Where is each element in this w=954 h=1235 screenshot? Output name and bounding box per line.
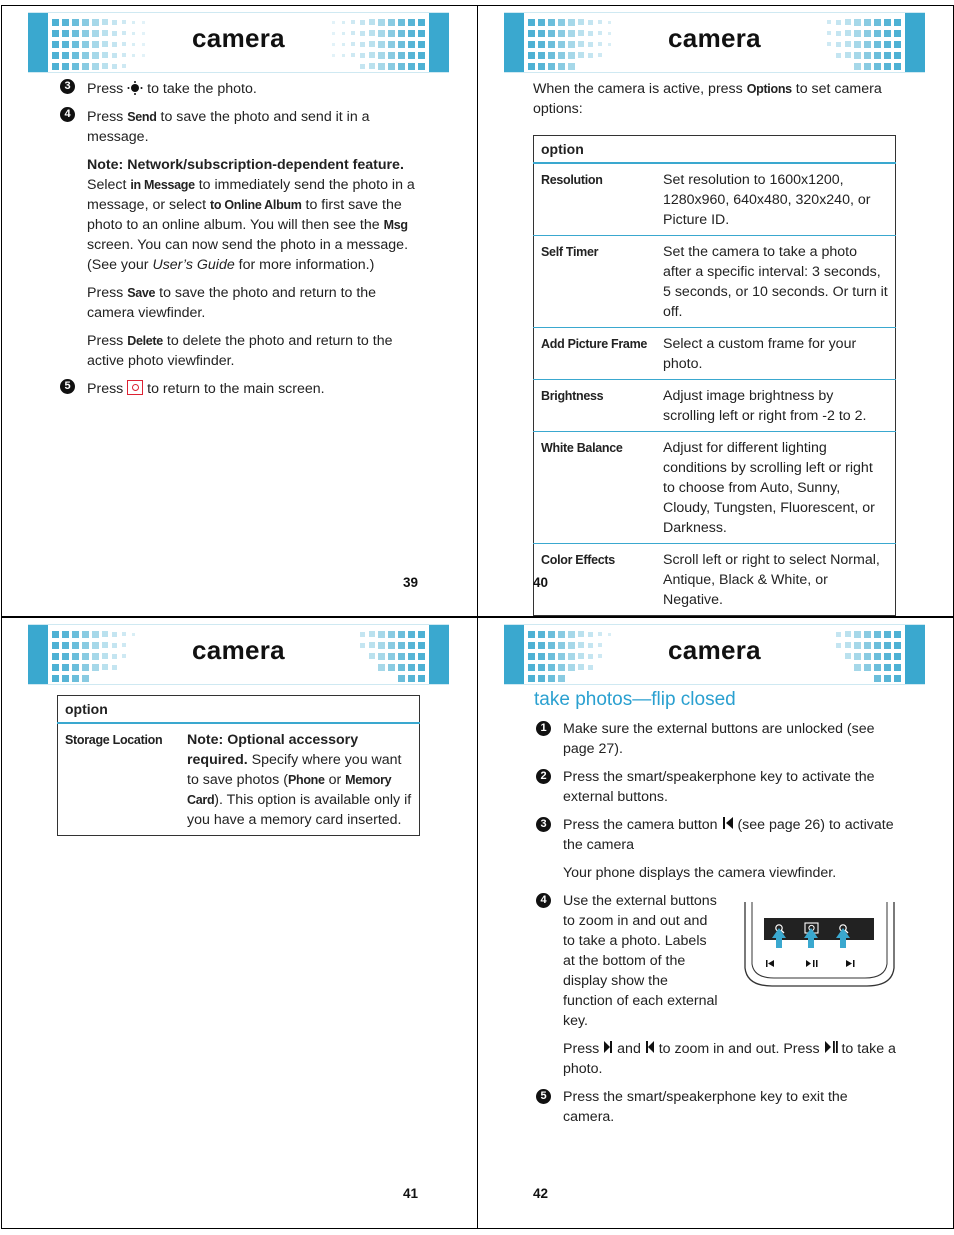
option-description: Adjust image brightness by scrolling left or right from -2 to 2.: [656, 380, 896, 432]
table-row: [534, 236, 896, 328]
external-display-illustration: [742, 898, 897, 988]
page-title: camera: [668, 23, 761, 53]
step-number-icon: 3: [536, 817, 551, 832]
step-text: Press the camera button (see page 26) to activate the camera: [563, 817, 894, 853]
page-banner: [504, 12, 925, 73]
step-text: Press the smart/speakerphone key to activate the external buttons.: [563, 769, 875, 805]
table-header: option: [534, 136, 896, 164]
table-header: option: [58, 696, 420, 724]
option-name: Brightness: [534, 380, 657, 432]
options-table: [533, 135, 896, 616]
page-banner: [504, 624, 925, 685]
options-table: [57, 695, 420, 836]
step-text: Press Send to save the photo and send it in a message.: [87, 109, 370, 145]
note-paragraph: Note: Network/subscription-dependent feature. Select in Message to immediately send the photo in a message, or select to Online Album to first save the photo to an online album. You will then see the Msg screen. You can now send the photo in a message. (See your User’s Guide for more information.): [87, 157, 415, 273]
page-title: camera: [668, 635, 761, 665]
step-text: Make sure the external buttons are unlocked (see page 27).: [563, 721, 875, 757]
step-text: Press to take the photo.: [87, 81, 257, 97]
paragraph: Press and to zoom in and out. Press to take a photo.: [563, 1041, 896, 1077]
paragraph: Press Save to save the photo and return to the camera viewfinder.: [87, 285, 377, 321]
table-row: [534, 380, 896, 432]
step-number-icon: 5: [60, 379, 75, 394]
step-number-icon: 1: [536, 721, 551, 736]
step-text: Use the external buttons to zoom in and out and to take a photo. Labels at the bottom of the display show the function of each external key.: [563, 893, 718, 1029]
table-row: [534, 163, 896, 236]
page-40: [477, 5, 954, 617]
option-name: White Balance: [534, 432, 657, 544]
page-number: 41: [403, 1186, 419, 1201]
intro-paragraph: When the camera is active, press Options to set camera options:: [533, 81, 882, 117]
step-number-icon: 5: [536, 1089, 551, 1104]
option-name: Color Effects: [534, 544, 657, 616]
page-banner: [28, 12, 449, 73]
page-41: [1, 617, 478, 1229]
option-name: Storage Location: [58, 723, 181, 836]
step-number-icon: 4: [60, 107, 75, 122]
nav-key-icon: [127, 81, 143, 95]
page-number: 39: [403, 575, 419, 590]
page-number: 40: [533, 575, 549, 590]
step-text: Press the smart/speakerphone key to exit the camera.: [563, 1089, 848, 1125]
option-description: Scroll left or right to select Normal, Antique, Black & White, or Negative.: [656, 544, 896, 616]
section-heading: take photos—flip closed: [534, 689, 736, 710]
page-banner: [28, 624, 449, 685]
play-pause-icon: [824, 1040, 838, 1054]
power-end-key-icon: [127, 380, 143, 395]
page-number: 42: [533, 1186, 549, 1201]
option-description: Adjust for different lighting conditions by scrolling left or right to choose from Auto, Sunny, Cloudy, Tungsten, Fluorescent, or Darkness.: [656, 432, 896, 544]
page-title: camera: [192, 23, 285, 53]
page-39: [1, 5, 478, 617]
table-row: [534, 328, 896, 380]
skip-back-icon: [722, 816, 734, 830]
banner-dot-pattern: [319, 13, 449, 72]
table-row: [58, 723, 420, 836]
option-name: Resolution: [534, 163, 657, 236]
option-description: Note: Optional accessory required. Specify where you want to save photos (Phone or Memory Card). This option is available only if you have a memory card inserted.: [180, 723, 420, 836]
step-text: Press to return to the main screen.: [87, 381, 325, 397]
option-name: Self Timer: [534, 236, 657, 328]
paragraph: Press Delete to delete the photo and return to the active photo viewfinder.: [87, 333, 393, 369]
step-number-icon: 4: [536, 893, 551, 908]
step-number-icon: 2: [536, 769, 551, 784]
table-row: [534, 544, 896, 616]
banner-dot-pattern: [795, 13, 925, 72]
banner-dot-pattern: [319, 625, 449, 684]
table-row: [534, 432, 896, 544]
skip-back-icon: [645, 1040, 655, 1054]
skip-forward-icon: [603, 1040, 613, 1054]
page-42: [477, 617, 954, 1229]
page-title: camera: [192, 635, 285, 665]
option-description: Set the camera to take a photo after a specific interval: 3 seconds, 5 seconds, or 10 seconds. Or turn it off.: [656, 236, 896, 328]
step-number-icon: 3: [60, 79, 75, 94]
paragraph: Your phone displays the camera viewfinder.: [563, 865, 837, 881]
option-description: Select a custom frame for your photo.: [656, 328, 896, 380]
banner-dot-pattern: [795, 625, 925, 684]
option-description: Set resolution to 1600x1200, 1280x960, 640x480, 320x240, or Picture ID.: [656, 163, 896, 236]
option-name: Add Picture Frame: [534, 328, 657, 380]
